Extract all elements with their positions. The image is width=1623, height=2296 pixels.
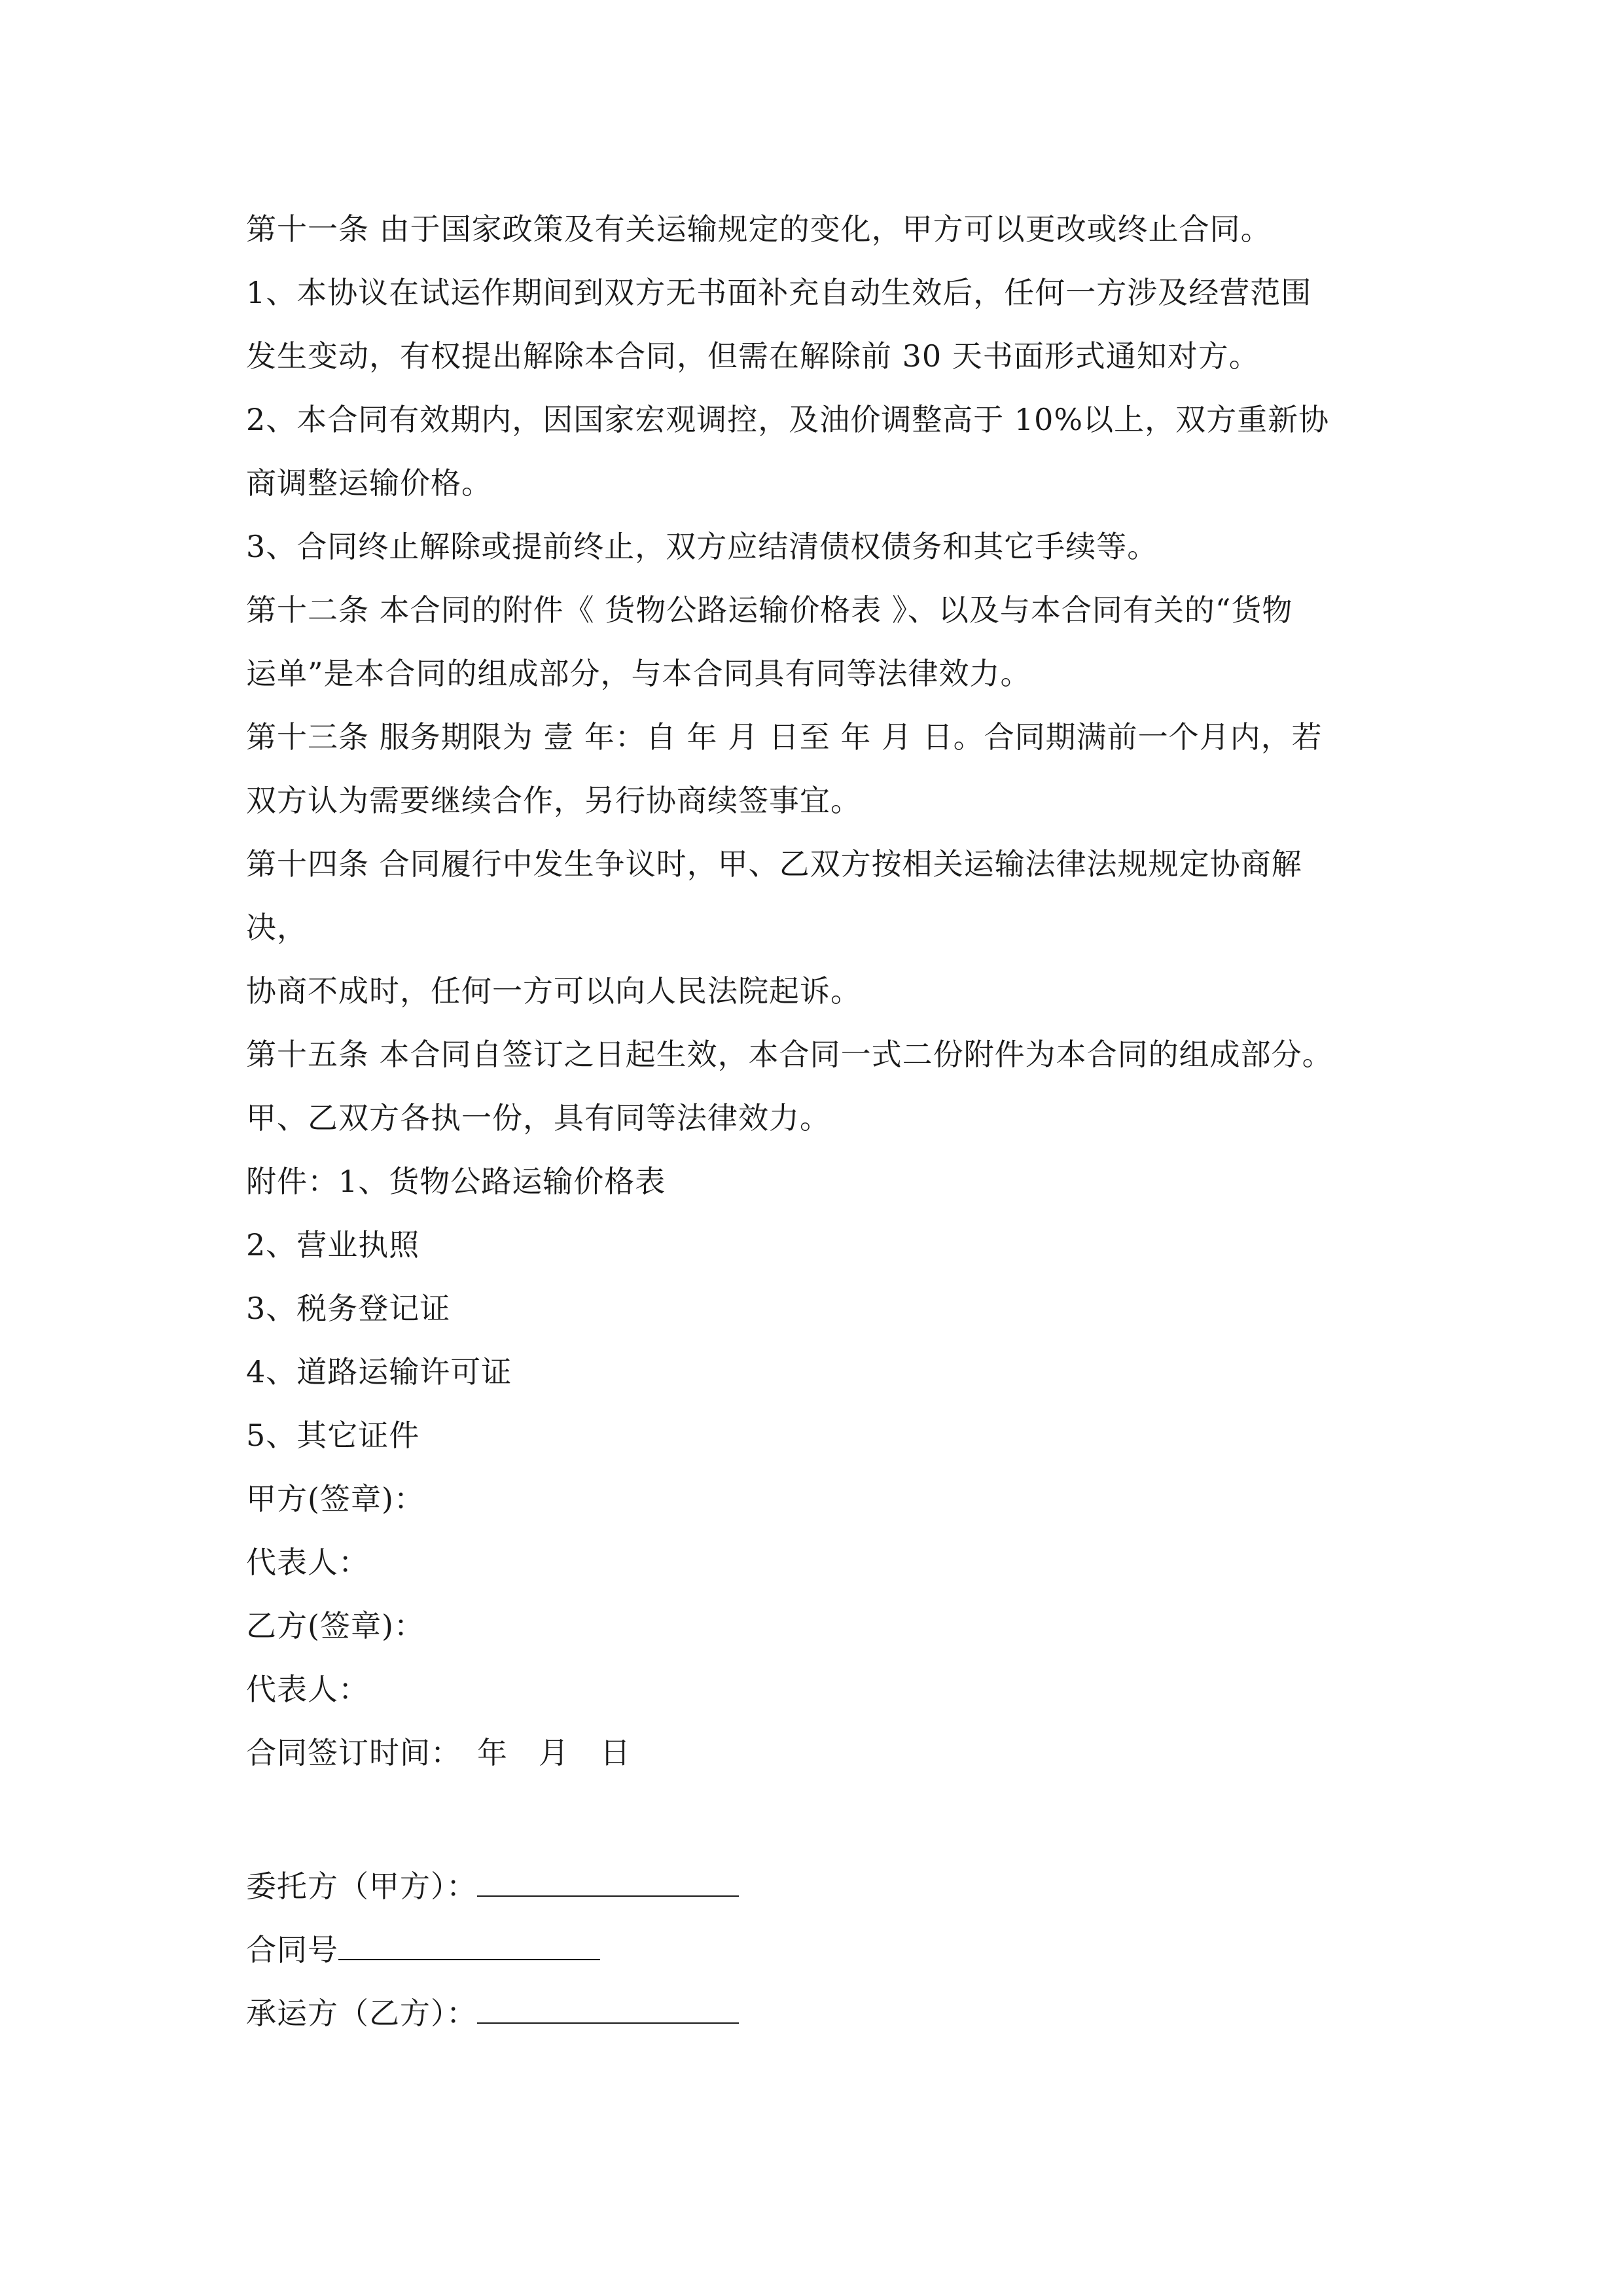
carrier-field (246, 1994, 739, 2033)
clause-11-item-2-line-2: 商调整运输价格。 (246, 465, 492, 501)
carrier-blank (477, 1996, 739, 2024)
attachment-item: 4、道路运输许可证 (246, 1354, 512, 1390)
contract-number-label: 合同号 (246, 1932, 338, 1967)
clause-15-line-1: 第十五条 本合同自签订之日起生效，本合同一式二份附件为本合同的组成部分。 (246, 1037, 1333, 1072)
attachment-item: 2、营业执照 (246, 1227, 420, 1263)
clause-12-line-2: 运单”是本合同的组成部分，与本合同具有同等法律效力。 (246, 656, 1031, 691)
clause-15-line-2: 甲、乙双方各执一份，具有同等法律效力。 (246, 1100, 830, 1136)
carrier-label: 承运方（乙方）： (246, 1996, 477, 2031)
clause-12-line-1: 第十二条 本合同的附件《 货物公路运输价格表 》、以及与本合同有关的“货物 (246, 592, 1293, 628)
contract-number-field (246, 1930, 600, 1969)
party-a-representative-label: 代表人： (246, 1545, 369, 1580)
clause-14-line-2: 决， (246, 910, 308, 945)
clause-11-item-2-line-1: 2、本合同有效期内，因国家宏观调控，及油价调整高于 10%以上，双方重新协 (246, 402, 1330, 437)
clause-13-line-2: 双方认为需要继续合作，另行协商续签事宜。 (246, 783, 861, 818)
clause-13-line-1: 第十三条 服务期限为 壹 年：自 年 月 日至 年 月 日。合同期满前一个月内，若 (246, 719, 1323, 755)
clause-11-item-3: 3、合同终止解除或提前终止，双方应结清债权债务和其它手续等。 (246, 529, 1158, 564)
clause-14-line-3: 协商不成时，任何一方可以向人民法院起诉。 (246, 973, 861, 1009)
contract-number-blank (338, 1933, 600, 1960)
party-a-signature-label: 甲方(签章)： (246, 1481, 425, 1516)
signing-date-label: 合同签订时间： 年 月 日 (246, 1735, 631, 1770)
clause-14-line-1: 第十四条 合同履行中发生争议时，甲、乙双方按相关运输法律法规规定协商解 (246, 846, 1302, 882)
consignor-blank (477, 1869, 739, 1897)
attachment-item: 5、其它证件 (246, 1418, 420, 1453)
clause-11-item-1-line-1: 1、本协议在试运作期间到双方无书面补充自动生效后，任何一方涉及经营范围 (246, 275, 1312, 310)
party-b-representative-label: 代表人： (246, 1672, 369, 1707)
attachments-heading: 附件：1、货物公路运输价格表 (246, 1164, 666, 1199)
consignor-label: 委托方（甲方）： (246, 1869, 477, 1904)
party-b-signature-label: 乙方(签章)： (246, 1608, 425, 1643)
clause-11: 第十一条 由于国家政策及有关运输规定的变化，甲方可以更改或终止合同。 (246, 211, 1272, 247)
consignor-field (246, 1867, 739, 1906)
clause-11-item-1-line-2: 发生变动，有权提出解除本合同，但需在解除前 30 天书面形式通知对方。 (246, 338, 1260, 374)
attachment-item: 3、税务登记证 (246, 1291, 451, 1326)
